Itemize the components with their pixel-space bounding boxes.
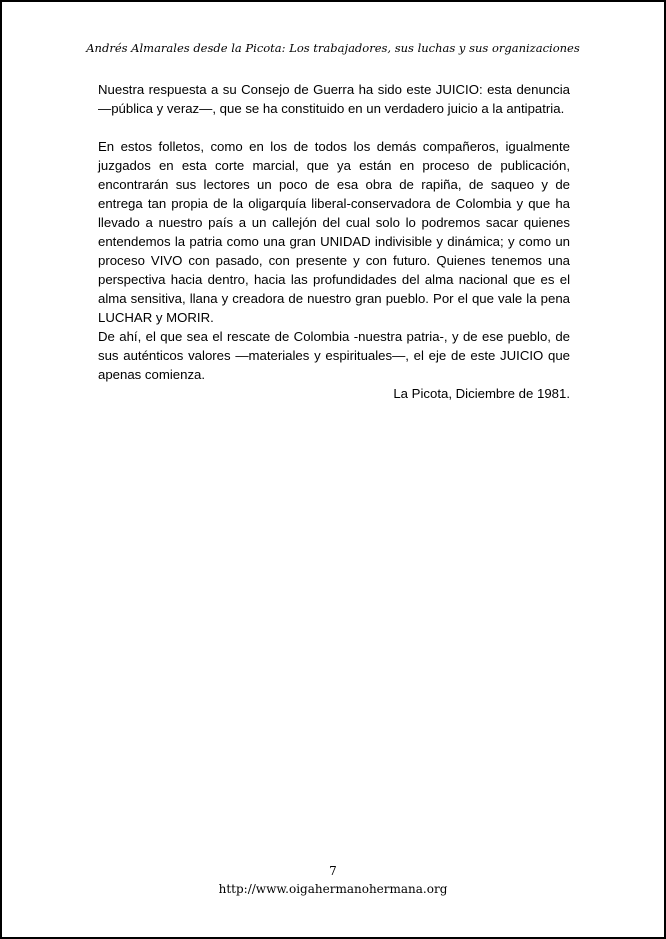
signature-line: La Picota, Diciembre de 1981. (393, 386, 570, 401)
body-text (98, 80, 570, 403)
paragraph-3: De ahí, el que sea el rescate de Colombia -nuestra patria-, y de ese pueblo, de sus auténticos valores —materiales y espirituales—, el eje de este JUICIO que apenas comienza. (98, 329, 570, 382)
page-number: 7 (329, 864, 337, 878)
paragraph-2: En estos folletos, como en los de todos los demás compañeros, igualmente juzgados en esta corte marcial, que ya están en proceso de publicación, encontrarán sus lectores un poco de esa obra de rapiña, de saqueo y de entrega tan propia de la oligarquía liberal-conservadora de Colombia y que ha llevado a nuestro país a un callejón del cual solo lo podremos sacar quienes entendemos la patria como una gran UNIDAD indivisible y dinámica; y como un proceso VIVO con pasado, con presente y con futuro. Quienes tenemos una perspectiva hacia dentro, hacia las profundidades del alma nacional que es el alma sensitiva, llana y creadora de nuestro gran pueblo. Por el que vale la pena LUCHAR y MORIR. (98, 139, 570, 325)
running-header: Andrés Almarales desde la Picota: Los trabajadores, sus luchas y sus organizaciones (86, 41, 580, 55)
paragraph-1: Nuestra respuesta a su Consejo de Guerra ha sido este JUICIO: esta denuncia —pública y veraz—, que se ha constituido en un verdadero juicio a la antipatria. (98, 82, 570, 116)
footer-url: http://www.oigahermanohermana.org (218, 882, 448, 896)
paragraph-gap (98, 118, 570, 137)
